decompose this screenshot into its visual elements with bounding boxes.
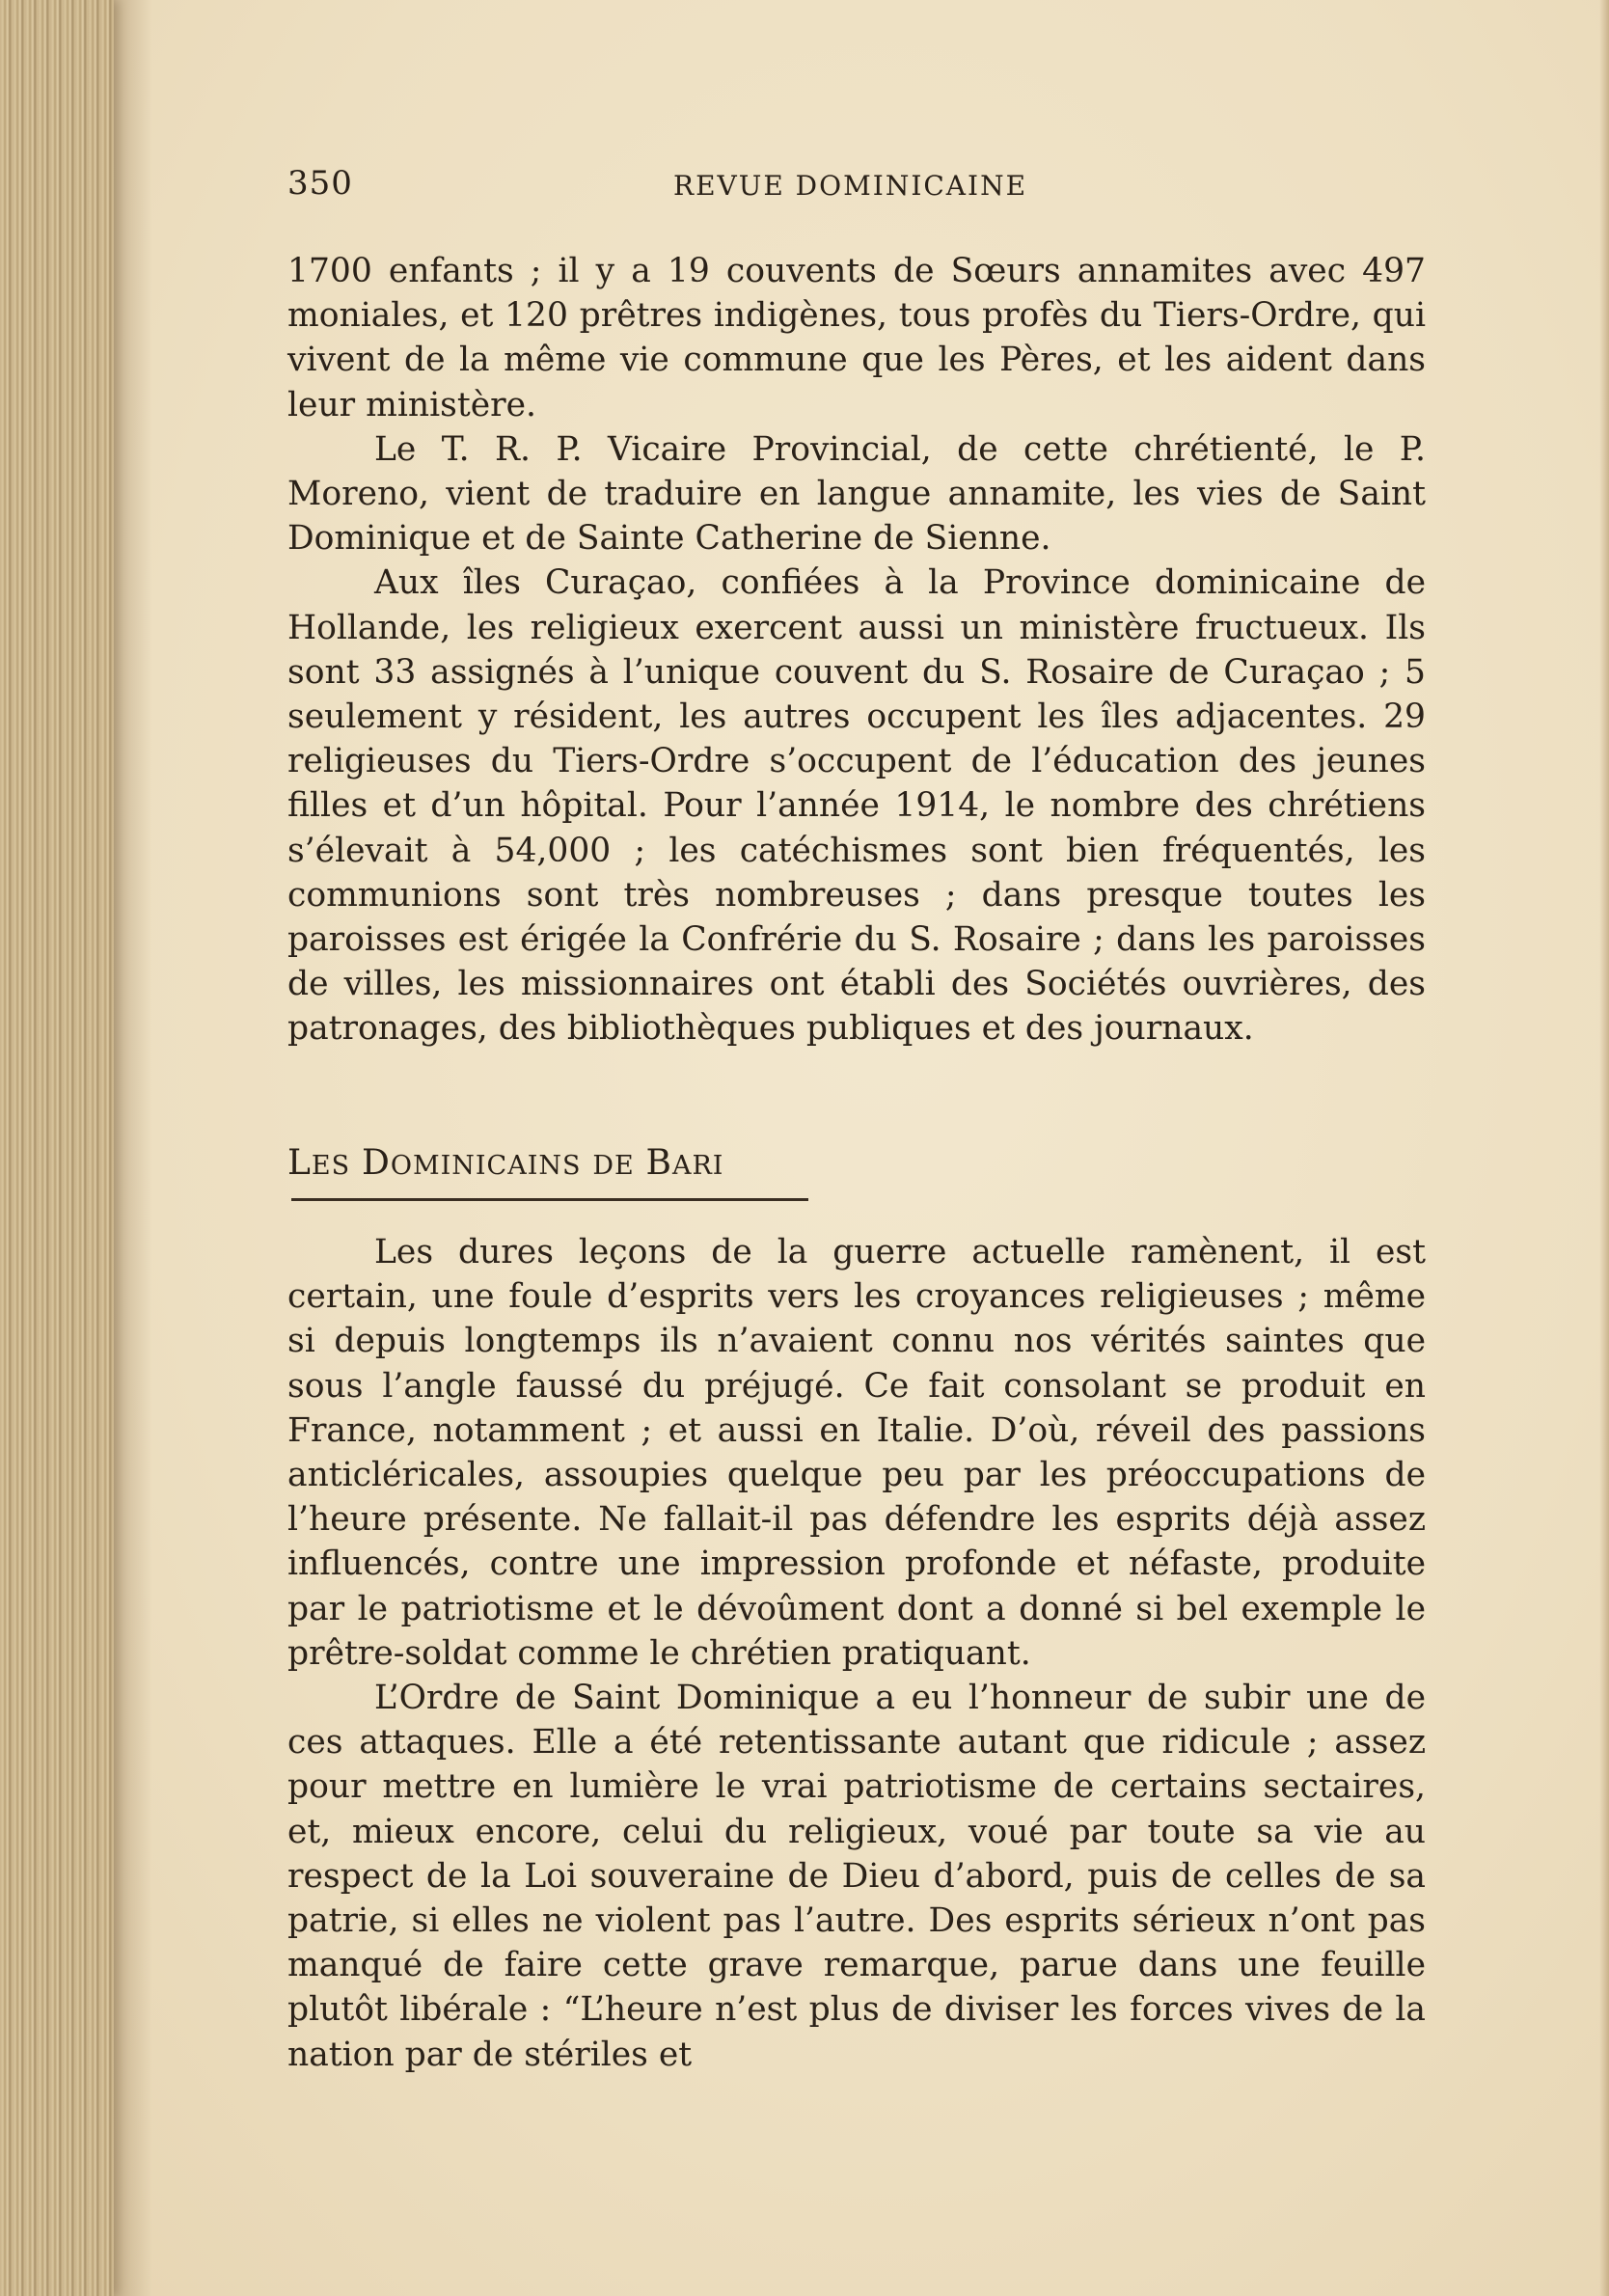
paragraph-5: L’Ordre de Saint Dominique a eu l’honneur de subir une de ces attaques. Elle a été retentissante autant que ridicule ; assez pour mettre en lumière le vrai patriotisme de certains sectaires, et, mieux encore, celui du religieux, voué par toute sa vie au respect de la Loi souveraine de Dieu d’abord, puis de celles de sa patrie, si elles ne violent pas l’autre. Des esprits sérieux n’ont pas manqué de faire cette grave remarque, parue dans une feuille plutôt libérale : “L’heure n’est plus de diviser les forces vives de la nation par de stériles et (287, 1679, 1426, 2074)
page-number: 350 (287, 164, 353, 203)
body-text-top (287, 249, 1426, 1052)
paragraph-1: 1700 enfants ; il y a 19 couvents de Sœurs annamites avec 497 moniales, et 120 prêtres indigènes, tous profès du Tiers-Ordre, qui vivent de la même vie commune que les Pères, et les aident dans leur ministère. (287, 252, 1426, 424)
paragraph-2: Le T. R. P. Vicaire Provincial, de cette chrétienté, le P. Moreno, vient de traduire en langue annamite, les vies de Saint Dominique et de Sainte Catherine de Sienne. (287, 429, 1426, 559)
running-head: REVUE DOMINICAINE (673, 170, 1028, 202)
book-binding-edge (0, 0, 114, 2296)
paragraph-3: Aux îles Curaçao, confiées à la Province dominicaine de Hollande, les religieux exercent aussi un ministère fructueux. Ils sont 33 assignés à l’unique couvent du S. Rosaire de Curaçao ; 5 seulement y résident, les autres occupent les îles adjacentes. 29 religieuses du Tiers-Ordre s’occupent de l’éducation des jeunes filles et d’un hôpital. Pour l’année 1914, le nombre des chrétiens s’élevait à 54,000 ; les catéchismes sont bien fréquentés, les communions sont très nombreuses ; dans presque toutes les paroisses est érigée la Confrérie du S. Rosaire ; dans les paroisses de villes, les missionnaires ont établi des Sociétés ouvrières, des patronages, des bibliothèques publiques et des journaux. (287, 563, 1426, 1049)
paragraph-4: Les dures leçons de la guerre actuelle ramènent, il est certain, une foule d’esprits vers les croyances religieuses ; même si depuis longtemps ils n’avaient connu nos vérités saintes que sous l’angle faussé du préjugé. Ce fait consolant se produit en France, notamment ; et aussi en Italie. D’où, réveil des passions anticléricales, assoupies quelque peu par les préoccupations de l’heure présente. Ne fallait-il pas défendre les esprits déjà assez influencés, contre une impression profonde et néfaste, produite par le patriotisme et le dévoûment dont a donné si bel exemple le prêtre-soldat comme le chrétien pratiquant. (287, 1233, 1426, 1673)
page-right-edge (1599, 0, 1609, 2296)
section-heading: LES DOMINICAINS DE BARI (287, 1143, 724, 1183)
binding-shadow (114, 0, 152, 2296)
page-header (287, 164, 1426, 212)
body-text-bottom (287, 1230, 1426, 2077)
heading-underline (291, 1198, 808, 1201)
